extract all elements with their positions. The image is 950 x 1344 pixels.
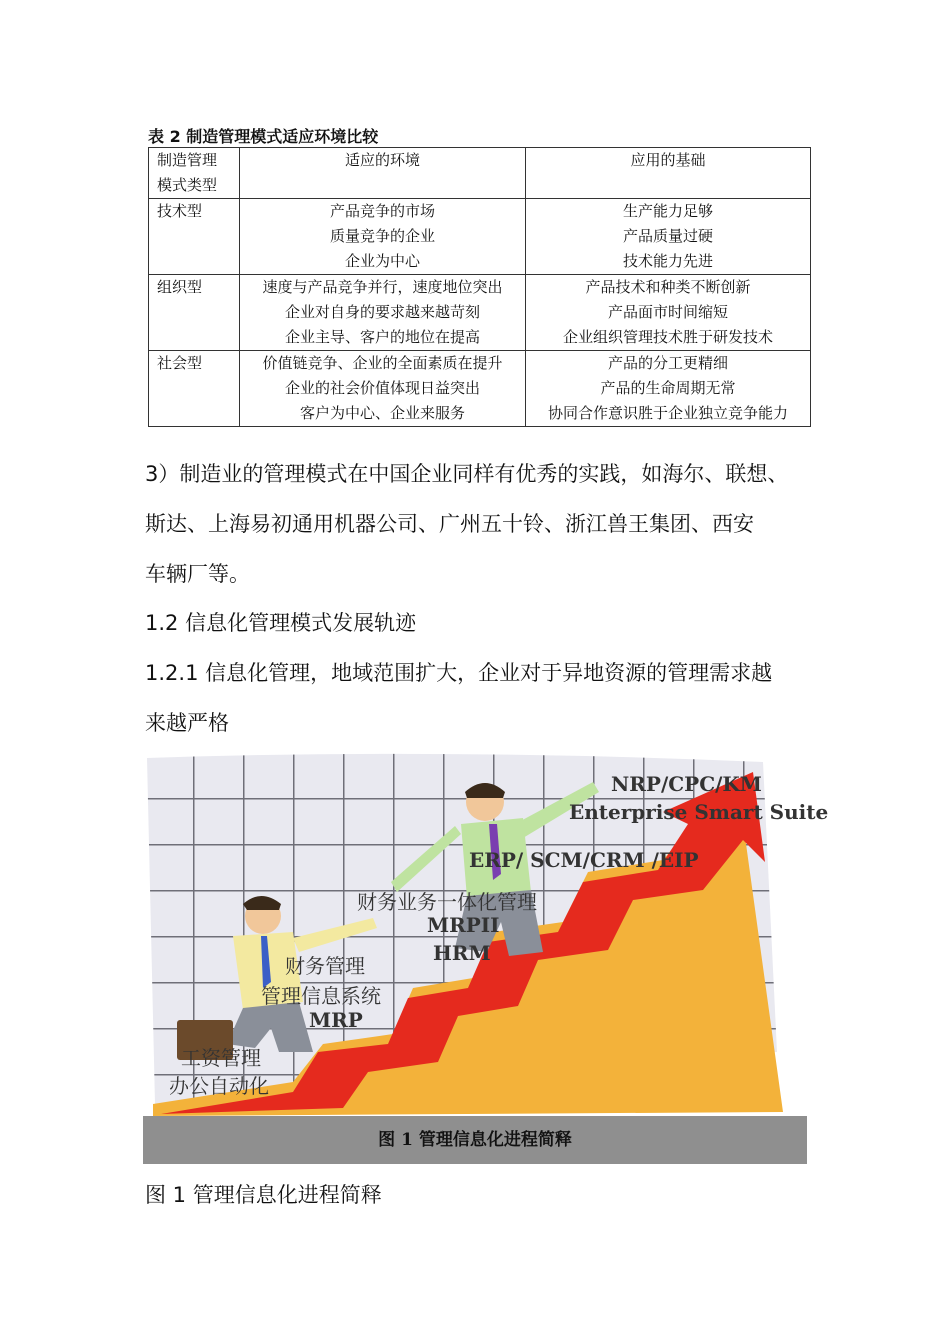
stage-label: MRPII <box>427 913 500 937</box>
row-env: 价值链竞争、企业的全面素质在提升 企业的社会价值体现日益突出 客户为中心、企业来服务 <box>240 351 526 427</box>
row-type: 技术型 <box>149 199 240 275</box>
section-heading: 1.2 信息化管理模式发展轨迹 <box>145 611 417 635</box>
row-basis: 产品技术和种类不断创新 产品面市时间缩短 企业组织管理技术胜于研发技术 <box>526 275 811 351</box>
table-row <box>149 199 811 275</box>
stage-label: MRP <box>309 1008 363 1032</box>
row-env: 产品竞争的市场 质量竞争的企业 企业为中心 <box>240 199 526 275</box>
stage-label: 管理信息系统 <box>261 984 381 1008</box>
stage-label: 工资管理 <box>181 1046 261 1070</box>
table-caption: 表 2 制造管理模式适应环境比较 <box>148 127 379 146</box>
body-paragraph-line: 3）制造业的管理模式在中国企业同样有优秀的实践，如海尔、联想、 <box>145 462 789 486</box>
table-row <box>149 275 811 351</box>
stage-label: NRP/CPC/KM <box>611 772 762 796</box>
header-basis: 应用的基础 <box>526 148 811 199</box>
progress-illustration <box>143 752 829 1164</box>
body-paragraph-line: 斯达、上海易初通用机器公司、广州五十铃、浙江兽王集团、西安 <box>145 512 754 536</box>
body-paragraph-line: 车辆厂等。 <box>145 562 250 586</box>
subsection-heading: 来越严格 <box>145 711 229 735</box>
figure-caption: 图 1 管理信息化进程简释 <box>145 1183 382 1207</box>
table-row <box>149 351 811 427</box>
comparison-table <box>148 147 811 427</box>
header-env: 适应的环境 <box>240 148 526 199</box>
row-type: 社会型 <box>149 351 240 427</box>
stage-label: 财务管理 <box>285 954 365 978</box>
stage-label: 办公自动化 <box>169 1074 269 1098</box>
subsection-heading: 1.2.1 信息化管理，地域范围扩大，企业对于异地资源的管理需求越 <box>145 661 773 685</box>
stage-label: HRM <box>433 941 491 965</box>
header-type: 制造管理 模式类型 <box>149 148 240 199</box>
row-basis: 生产能力足够 产品质量过硬 技术能力先进 <box>526 199 811 275</box>
figure-banner <box>143 1116 807 1164</box>
stage-label: 财务业务一体化管理 <box>357 890 537 914</box>
row-type: 组织型 <box>149 275 240 351</box>
row-env: 速度与产品竞争并行，速度地位突出 企业对自身的要求越来越苛刻 企业主导、客户的地位在提高 <box>240 275 526 351</box>
table-header-row <box>149 148 811 199</box>
row-basis: 产品的分工更精细 产品的生命周期无常 协同合作意识胜于企业独立竞争能力 <box>526 351 811 427</box>
figure-banner-text: 图 1 管理信息化进程简释 <box>378 1130 572 1150</box>
stage-label: Enterprise Smart Suite <box>569 800 829 824</box>
stage-label: ERP/ SCM/CRM /EIP <box>469 848 699 872</box>
